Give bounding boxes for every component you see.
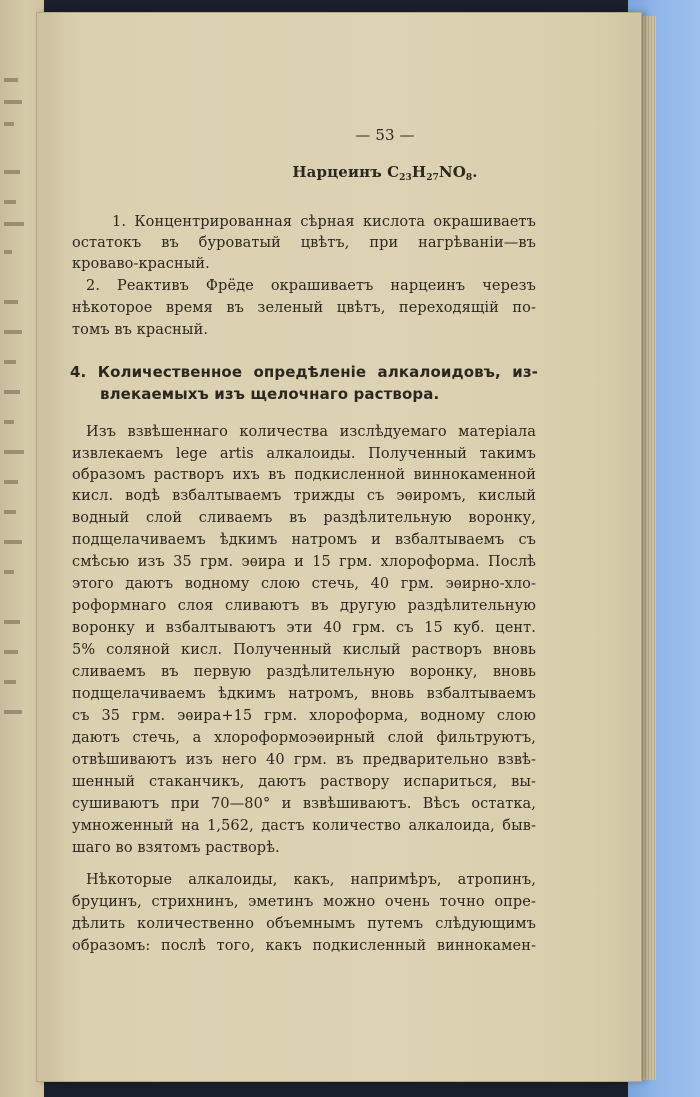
text-line: умноженный на 1,562, дастъ количество алкалоида, быв- <box>72 818 536 834</box>
text-line: воронку и взбалтываютъ эти 40 грм. съ 15 куб. цент. <box>72 620 536 636</box>
text-line: образомъ растворъ ихъ въ подкисленной виннокаменной <box>72 467 536 483</box>
text-line: томъ въ красный. <box>72 322 209 338</box>
text-line: остатокъ въ буроватый цвѣтъ, при нагрѣваніи—въ <box>72 235 536 251</box>
text-line: роформнаго слоя сливаютъ въ другую раздѣлительную <box>72 598 536 614</box>
section-heading: 4. Количественное опредѣленіе алкалоидовъ, из- <box>70 363 538 381</box>
text-line: водный слой сливаемъ въ раздѣлительную воронку, <box>72 510 536 526</box>
section-heading: влекаемыхъ изъ щелочнаго раствора. <box>100 385 440 403</box>
left-page-mark <box>4 330 22 334</box>
heading-narcein: Нарцеинъ $С_{23}Н_{27}NO_8$. <box>292 163 478 183</box>
left-page-mark <box>4 250 12 254</box>
left-page-mark <box>4 510 16 514</box>
left-page-mark <box>4 680 16 684</box>
text-line: 1. Концентрированная сѣрная кислота окрашиваетъ <box>112 214 536 230</box>
left-page-mark <box>4 620 20 624</box>
left-page-mark <box>4 540 22 544</box>
page-number: — 53 — <box>355 126 415 144</box>
left-page-mark <box>4 390 20 394</box>
text-line: Изъ взвѣшеннаго количества изслѣдуемаго матеріала <box>86 424 536 440</box>
text-line: извлекаемъ lege artis алкалоиды. Полученный такимъ <box>72 446 536 462</box>
text-line: шаго во взятомъ растворѣ. <box>72 840 280 856</box>
text-line: сушиваютъ при 70—80° и взвѣшиваютъ. Вѣсъ остатка, <box>72 796 536 812</box>
text-line: шенный стаканчикъ, даютъ раствору испариться, вы- <box>72 774 536 790</box>
text-line: кроваво-красный. <box>72 256 210 272</box>
left-page-mark <box>4 170 20 174</box>
text-line: образомъ: послѣ того, какъ подкисленный виннокамен- <box>72 938 536 954</box>
text-line: подщелачиваемъ ѣдкимъ натромъ, вновь взбалтываемъ <box>72 686 536 702</box>
text-line: сливаемъ въ первую раздѣлительную воронку, вновь <box>72 664 536 680</box>
text-line: 5% соляной кисл. Полученный кислый растворъ вновь <box>72 642 536 658</box>
left-page-mark <box>4 222 24 226</box>
left-page-mark <box>4 300 18 304</box>
text-line: нѣкоторое время въ зеленый цвѣтъ, переходящій по- <box>72 300 536 316</box>
text-line: бруцинъ, стрихнинъ, эметинъ можно очень точно опре- <box>72 894 536 910</box>
text-line: даютъ стечь, а хлороформоэѳирный слой фильтруютъ, <box>72 730 536 746</box>
left-page-mark <box>4 78 18 82</box>
book-page <box>36 12 642 1082</box>
text-line: отвѣшиваютъ изъ него 40 грм. въ предварительно взвѣ- <box>72 752 536 768</box>
left-page-mark <box>4 480 18 484</box>
left-page-mark <box>4 100 22 104</box>
text-line: 2. Реактивъ Фрёде окрашиваетъ нарцеинъ черезъ <box>86 278 536 294</box>
left-page-mark <box>4 200 16 204</box>
left-page-mark <box>4 360 16 364</box>
left-page-mark <box>4 570 14 574</box>
text-line: кисл. водѣ взбалтываемъ трижды съ эѳиромъ, кислый <box>72 488 536 504</box>
text-line: Нѣкоторые алкалоиды, какъ, напримѣръ, атропинъ, <box>86 872 536 888</box>
left-page-mark <box>4 710 22 714</box>
left-page-mark <box>4 450 24 454</box>
left-page-mark <box>4 420 14 424</box>
left-page-mark <box>4 650 18 654</box>
left-page-mark <box>4 122 14 126</box>
text-line: смѣсью изъ 35 грм. эѳира и 15 грм. хлороформа. Послѣ <box>72 554 536 570</box>
text-line: съ 35 грм. эѳира+15 грм. хлороформа, водному слою <box>72 708 536 724</box>
text-line: дѣлить количественно объемнымъ путемъ слѣдующимъ <box>72 916 536 932</box>
text-line: подщелачиваемъ ѣдкимъ натромъ и взбалтываемъ съ <box>72 532 536 548</box>
text-line: этого даютъ водному слою стечь, 40 грм. эѳирно-хло- <box>72 576 536 592</box>
